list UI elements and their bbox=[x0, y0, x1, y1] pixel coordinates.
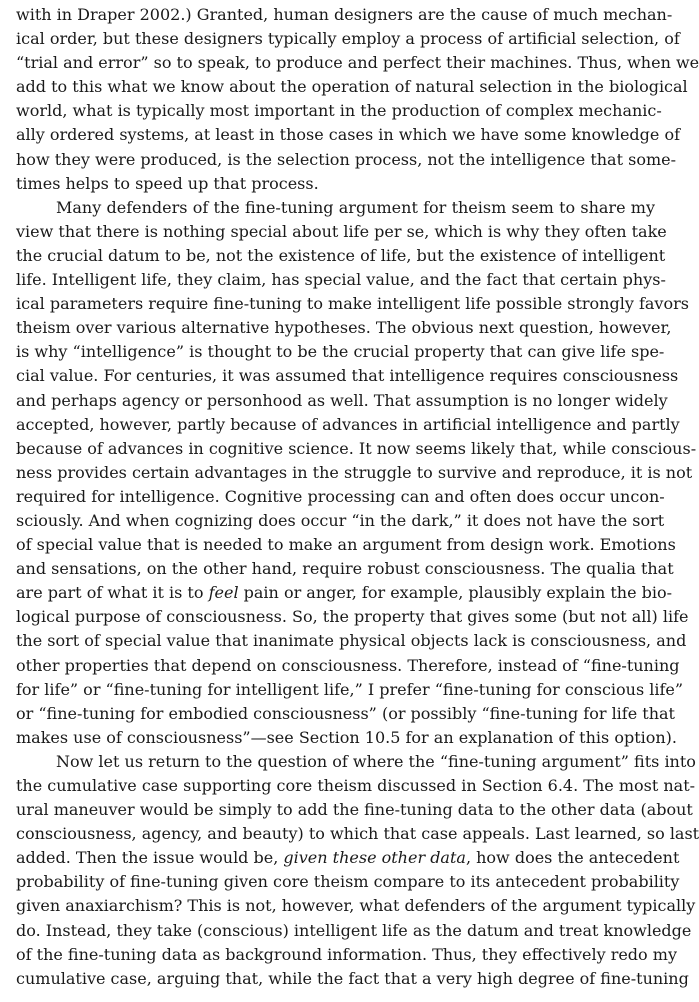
text-line bbox=[16, 196, 655, 220]
text-segment: consciousness, agency, and beauty) to which that case appeals. Last learned, so last bbox=[16, 824, 699, 844]
text-line bbox=[16, 389, 668, 413]
text-line bbox=[16, 943, 677, 967]
text-segment: life. Intelligent life, they claim, has special value, and the fact that certain phys- bbox=[16, 270, 666, 290]
text-line bbox=[16, 533, 676, 557]
text-line bbox=[16, 629, 687, 653]
text-segment: cial value. For centuries, it was assumed that intelligence requires consciousness bbox=[16, 366, 679, 386]
text-line bbox=[16, 726, 677, 750]
text-line bbox=[16, 461, 693, 485]
text-line bbox=[16, 268, 666, 292]
italic-text: given these other data bbox=[283, 848, 466, 868]
text-line bbox=[16, 244, 666, 268]
text-segment: theism over various alternative hypotheses. The obvious next question, however, bbox=[16, 318, 672, 338]
text-line bbox=[16, 846, 680, 870]
text-line bbox=[16, 3, 673, 27]
text-line bbox=[16, 413, 680, 437]
text-segment: sciously. And when cognizing does occur “in the dark,” it does not have the sort bbox=[16, 510, 665, 530]
text-segment: ical order, but these designers typically employ a process of artificial selection, of bbox=[16, 29, 680, 49]
italic-text: feel bbox=[208, 583, 239, 603]
text-segment: and perhaps agency or personhood as well. That assumption is no longer widely bbox=[16, 390, 668, 410]
text-line bbox=[16, 581, 673, 605]
text-line bbox=[16, 870, 680, 894]
text-segment: Many defenders of the fine-tuning argument for theism seem to share my bbox=[56, 197, 655, 217]
text-line bbox=[16, 437, 697, 461]
text-line bbox=[16, 509, 665, 533]
text-line bbox=[16, 967, 689, 991]
paragraph-1 bbox=[16, 3, 699, 196]
text-line bbox=[16, 678, 684, 702]
text-segment: do. Instead, they take (conscious) intelligent life as the datum and treat knowledge bbox=[16, 920, 692, 940]
text-segment: of special value that is needed to make an argument from design work. Emotions bbox=[16, 535, 676, 555]
text-segment: add to this what we know about the operation of natural selection in the biological bbox=[16, 77, 688, 97]
text-line bbox=[16, 75, 688, 99]
text-segment: Now let us return to the question of where the “fine-tuning argument” fits into bbox=[56, 751, 696, 771]
text-segment: “trial and error” so to speak, to produce and perfect their machines. Thus, when we bbox=[16, 53, 699, 73]
text-segment: how they were produced, is the selection process, not the intelligence that some- bbox=[16, 149, 676, 169]
text-segment: times helps to speed up that process. bbox=[16, 173, 319, 193]
text-line bbox=[16, 148, 676, 172]
text-segment: the sort of special value that inanimate physical objects lack is consciousness, and bbox=[16, 631, 687, 651]
text-segment: ical parameters require fine-tuning to make intelligent life possible strongly favors bbox=[16, 294, 689, 314]
text-line bbox=[16, 123, 681, 147]
text-line bbox=[16, 220, 667, 244]
body-text bbox=[16, 3, 699, 991]
text-line bbox=[16, 27, 680, 51]
text-segment: ness provides certain advantages in the struggle to survive and reproduce, it is not bbox=[16, 462, 693, 482]
text-segment: because of advances in cognitive science. It now seems likely that, while conscious- bbox=[16, 438, 697, 458]
text-line bbox=[16, 822, 699, 846]
text-segment: given anaxiarchism? This is not, however, what defenders of the argument typically bbox=[16, 896, 696, 916]
text-line bbox=[16, 485, 665, 509]
text-line bbox=[16, 654, 680, 678]
text-segment: required for intelligence. Cognitive processing can and often does occur uncon- bbox=[16, 486, 665, 506]
text-segment: the crucial datum to be, not the existence of life, but the existence of intelligent bbox=[16, 245, 666, 265]
text-line bbox=[16, 316, 672, 340]
text-segment: ally ordered systems, at least in those cases in which we have some knowledge of bbox=[16, 125, 681, 145]
text-segment: , how does the antecedent bbox=[465, 848, 680, 868]
text-segment: accepted, however, partly because of advances in artificial intelligence and partly bbox=[16, 414, 680, 434]
text-segment: or “fine-tuning for embodied consciousness” (or possibly “fine-tuning for life that bbox=[16, 703, 675, 723]
text-line bbox=[16, 172, 655, 196]
text-segment: are part of what it is to bbox=[16, 583, 209, 603]
paragraph-2 bbox=[16, 196, 697, 750]
text-line bbox=[16, 51, 699, 75]
text-segment: logical purpose of consciousness. So, the property that gives some (but not all) life bbox=[16, 607, 689, 627]
text-segment: of the fine-tuning data as background information. Thus, they effectively redo my bbox=[16, 944, 677, 964]
text-segment: is why “intelligence” is thought to be the crucial property that can give life spe- bbox=[16, 342, 665, 362]
text-segment: other properties that depend on consciousness. Therefore, instead of “fine-tuning bbox=[16, 655, 680, 675]
text-line bbox=[16, 798, 693, 822]
text-line bbox=[16, 364, 679, 388]
text-segment: added. Then the issue would be, bbox=[16, 848, 284, 868]
text-segment: world, what is typically most important in the production of complex mechanic- bbox=[16, 101, 662, 121]
text-segment: ural maneuver would be simply to add the fine-tuning data to the other data (about bbox=[16, 800, 693, 820]
text-line bbox=[16, 99, 662, 123]
text-segment: the cumulative case supporting core theism discussed in Section 6.4. The most nat- bbox=[16, 776, 696, 795]
text-line bbox=[16, 750, 696, 774]
text-segment: makes use of consciousness”—see Section 10.5 for an explanation of this option). bbox=[16, 727, 677, 747]
text-line bbox=[16, 292, 689, 316]
paragraph-3 bbox=[16, 750, 699, 991]
text-segment: for life” or “fine-tuning for intelligent life,” I prefer “fine-tuning for conscious life” bbox=[16, 679, 684, 699]
text-line bbox=[16, 605, 689, 629]
text-line bbox=[16, 702, 675, 726]
text-segment: cumulative case, arguing that, while the fact that a very high degree of fine-tuning bbox=[16, 968, 689, 988]
text-line bbox=[16, 557, 674, 581]
text-line bbox=[16, 919, 692, 943]
text-segment: probability of fine-tuning given core theism compare to its antecedent probability bbox=[16, 872, 680, 892]
text-segment: view that there is nothing special about life per se, which is why they often take bbox=[16, 221, 667, 241]
text-segment: and sensations, on the other hand, require robust consciousness. The qualia that bbox=[16, 559, 674, 579]
text-segment: pain or anger, for example, plausibly explain the bio- bbox=[238, 583, 673, 603]
text-line bbox=[16, 340, 665, 364]
text-line bbox=[16, 894, 696, 918]
text-segment: with in Draper 2002.) Granted, human designers are the cause of much mechan- bbox=[16, 5, 673, 24]
text-line bbox=[16, 774, 696, 798]
